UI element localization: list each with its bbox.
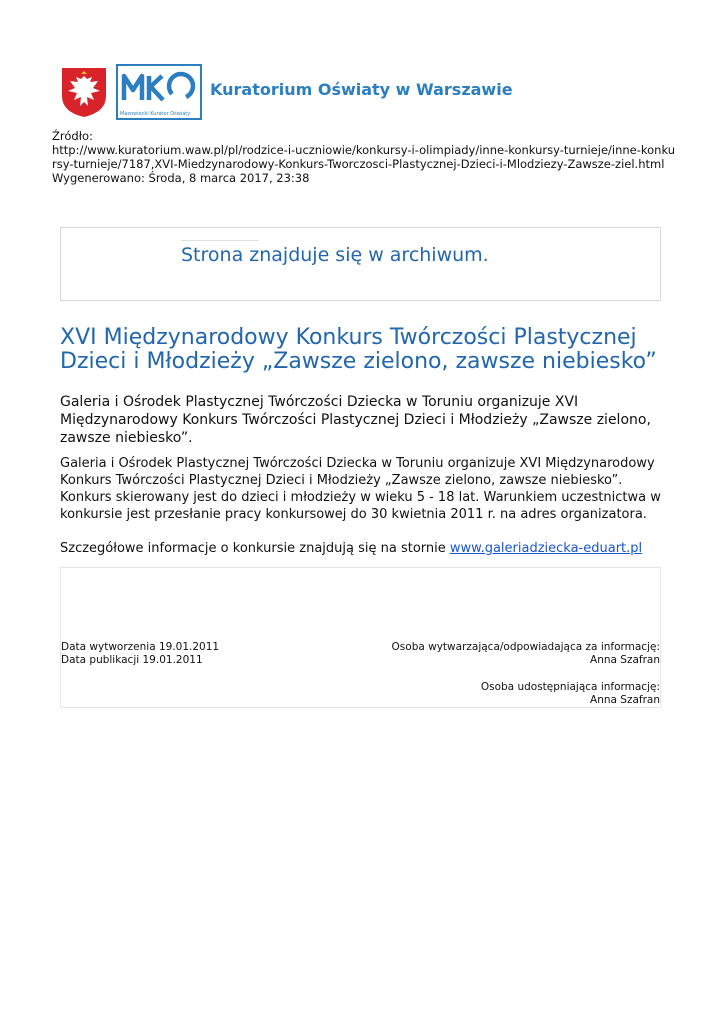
mko-caption: Mazowiecki Kurator Oświaty <box>120 111 191 117</box>
dates-block <box>61 641 219 667</box>
mko-logo-icon <box>116 64 202 120</box>
divider <box>181 240 259 241</box>
info-paragraph <box>60 540 670 557</box>
responsible-block <box>392 641 660 667</box>
article-body: Galeria i Ośrodek Plastycznej Twórczości Dziecka w Toruniu organizuje XVI Międzynarodowy Konkurs Twórczości Plastycznej Dzieci i Młodzieży „Zawsze zielono, zawsze niebiesko”. Konkurs skierowany jest do dzieci i młodzieży w wieku 5 - 18 lat. Warunkiem uczestnictwa w konkursie jest przesłanie pracy konkursowej do 30 kwietnia 2011 r. na adres organizatora. <box>60 456 661 522</box>
generated-date: Wygenerowano: Środa, 8 marca 2017, 23:38 <box>52 171 310 185</box>
responsible-label: Osoba wytwarzająca/odpowiadająca za informację: <box>391 641 660 653</box>
document-metadata <box>60 567 661 708</box>
site-header <box>60 64 513 120</box>
brand-name: Kuratorium Oświaty w Warszawie <box>210 80 513 99</box>
sharing-label: Osoba udostępniająca informację: <box>480 681 660 693</box>
source-meta <box>52 129 676 185</box>
page-title: XVI Międzynarodowy Konkurs Twórczości Plastycznej Dzieci i Młodzieży „Zawsze zielono, zawsze niebiesko” <box>60 325 657 374</box>
sharing-block <box>481 681 660 707</box>
polish-eagle-emblem-icon <box>60 66 108 118</box>
article-lead: Galeria i Ośrodek Plastycznej Twórczości Dziecka w Toruniu organizuje XVI Międzynarodowy Konkurs Twórczości Plastycznej Dzieci i Młodzieży „Zawsze zielono, zawsze niebiesko”. <box>60 394 651 446</box>
source-url[interactable]: http://www.kuratorium.waw.pl/pl/rodzice-i-uczniowie/konkursy-i-olimpiady/inne-konkursy-turnieje/inne-konkursy-turnieje/7187,XVI-Miedzynarodowy-Konkurs-Tworczosci-Plastycznej-Dzieci-i-Mlodziezy-Zawsze-ziel.html <box>52 143 676 171</box>
info-text: Szczegółowe informacje o konkursie znajdują się na stornie <box>60 541 450 556</box>
archive-notice-box <box>60 227 661 301</box>
organizer-link[interactable]: www.galeriadziecka-eduart.pl <box>449 541 643 556</box>
responsible-name: Anna Szafran <box>590 654 660 666</box>
source-label: Źródło: <box>52 129 93 143</box>
sharing-name: Anna Szafran <box>590 694 660 706</box>
created-date: Data wytworzenia 19.01.2011 <box>61 641 220 653</box>
archive-notice: Strona znajduje się w archiwum. <box>181 244 489 266</box>
published-date: Data publikacji 19.01.2011 <box>61 654 203 666</box>
